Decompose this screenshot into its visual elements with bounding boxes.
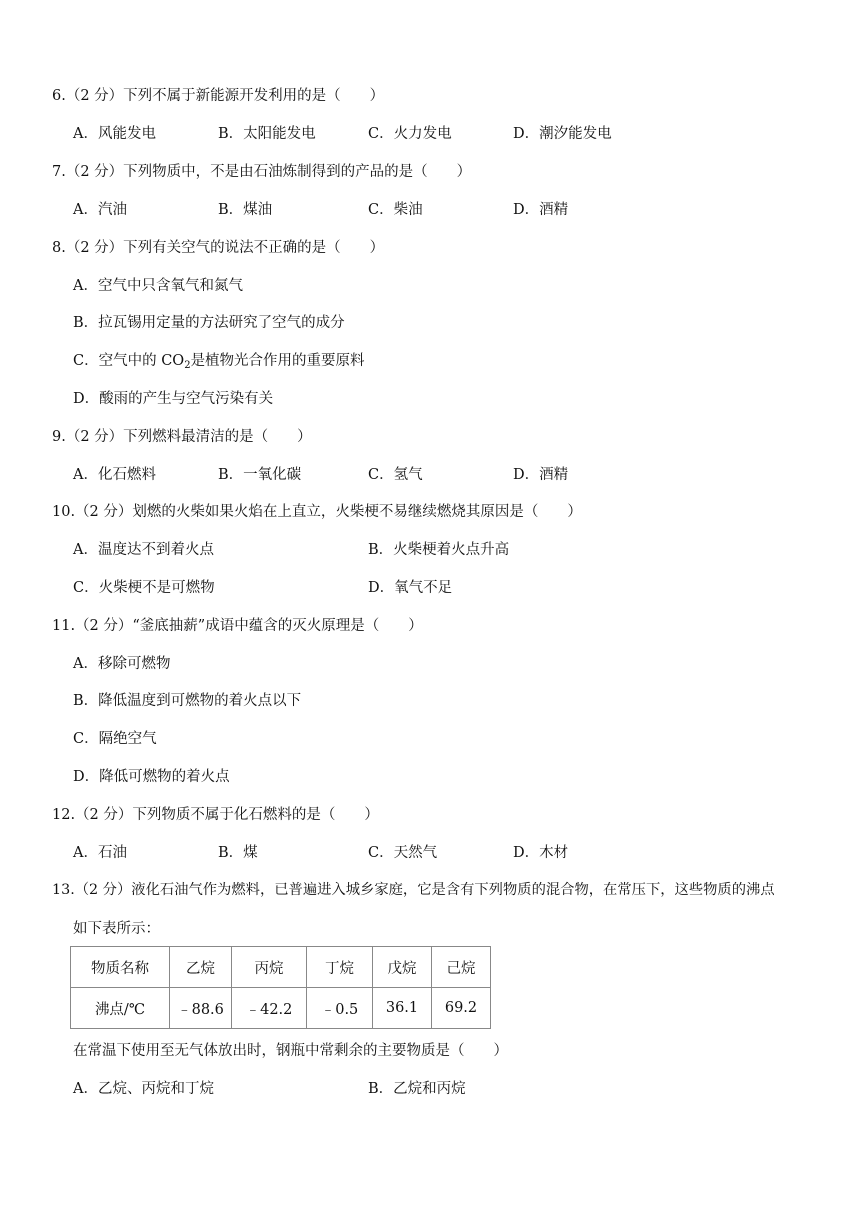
table-header-row [71,947,491,988]
question-13-prompt: 在常温下使用至无气体放出时，钢瓶中常剩余的主要物质是（ ） [73,1043,508,1059]
q10-option-c: C．火柴梗不是可燃物 [73,580,215,596]
q7-option-a: A．汽油 [73,202,127,218]
table-cell: ﹣0.5 [307,988,373,1029]
q11-option-a: A．移除可燃物 [73,656,171,672]
question-13-stem: 13.（2 分）液化石油气作为燃料，已普遍进入城乡家庭，它是含有下列物质的混合物，在常压下，这些物质的沸点 [52,882,775,898]
q7-option-c: C．柴油 [368,202,423,218]
table-header-cell: 乙烷 [170,947,232,988]
q12-option-c: C．天然气 [368,845,438,861]
question-10-stem: 10.（2 分）划燃的火柴如果火焰在上直立，火柴梗不易继续燃烧其原因是（ ） [52,504,582,520]
q7-option-d: D．酒精 [513,202,569,218]
q9-option-c: C．氢气 [368,467,423,483]
q11-option-c: C．隔绝空气 [73,731,157,747]
table-header-cell: 物质名称 [71,947,170,988]
q10-option-d: D．氧气不足 [368,580,453,596]
q12-option-b: B．煤 [218,845,258,861]
q10-option-b: B．火柴梗着火点升高 [368,542,510,558]
table-cell: ﹣42.2 [232,988,307,1029]
table-cell: 69.2 [432,988,491,1029]
q12-option-a: A．石油 [73,845,127,861]
question-6-stem: 6.（2 分）下列不属于新能源开发利用的是（ ） [52,88,385,104]
question-8-stem: 8.（2 分）下列有关空气的说法不正确的是（ ） [52,240,385,256]
q6-option-b: B．太阳能发电 [218,126,316,142]
q8-option-c [73,351,365,376]
q8-option-c-part1: C．空气中的 CO [73,353,185,369]
q6-option-a: A．风能发电 [73,126,156,142]
q13-option-b: B．乙烷和丙烷 [368,1081,466,1097]
question-12-stem: 12.（2 分）下列物质不属于化石燃料的是（ ） [52,807,379,823]
q10-option-a: A．温度达不到着火点 [73,542,214,558]
q12-option-d: D．木材 [513,845,569,861]
question-9-stem: 9.（2 分）下列燃料最清洁的是（ ） [52,429,312,445]
q8-option-c-subscript: 2 [184,360,191,371]
question-13-stem-continued: 如下表所示： [73,921,160,937]
table-cell: ﹣88.6 [170,988,232,1029]
table-cell: 36.1 [373,988,432,1029]
table-header-cell: 丙烷 [232,947,307,988]
q6-option-d: D．潮汐能发电 [513,126,612,142]
q9-option-d: D．酒精 [513,467,569,483]
q11-option-d: D．降低可燃物的着火点 [73,769,230,785]
q9-option-b: B．一氧化碳 [218,467,302,483]
q8-option-d: D．酸雨的产生与空气污染有关 [73,391,274,407]
table-cell: 沸点/℃ [71,988,170,1029]
q8-option-a: A．空气中只含氧气和氮气 [73,278,243,294]
table-header-cell: 戊烷 [373,947,432,988]
table-row [71,988,491,1029]
question-7-stem: 7.（2 分）下列物质中，不是由石油炼制得到的产品的是（ ） [52,164,472,180]
boiling-point-table [70,946,491,1029]
table-header-cell: 丁烷 [307,947,373,988]
q8-option-c-part2: 是植物光合作用的重要原料 [190,353,365,369]
q9-option-a: A．化石燃料 [73,467,156,483]
q13-option-a: A．乙烷、丙烷和丁烷 [73,1081,214,1097]
question-11-stem: 11.（2 分）“釜底抽薪”成语中蕴含的灭火原理是（ ） [52,618,423,634]
q7-option-b: B．煤油 [218,202,273,218]
q11-option-b: B．降低温度到可燃物的着火点以下 [73,693,302,709]
q6-option-c: C．火力发电 [368,126,452,142]
q8-option-b: B．拉瓦锡用定量的方法研究了空气的成分 [73,315,345,331]
table-header-cell: 己烷 [432,947,491,988]
